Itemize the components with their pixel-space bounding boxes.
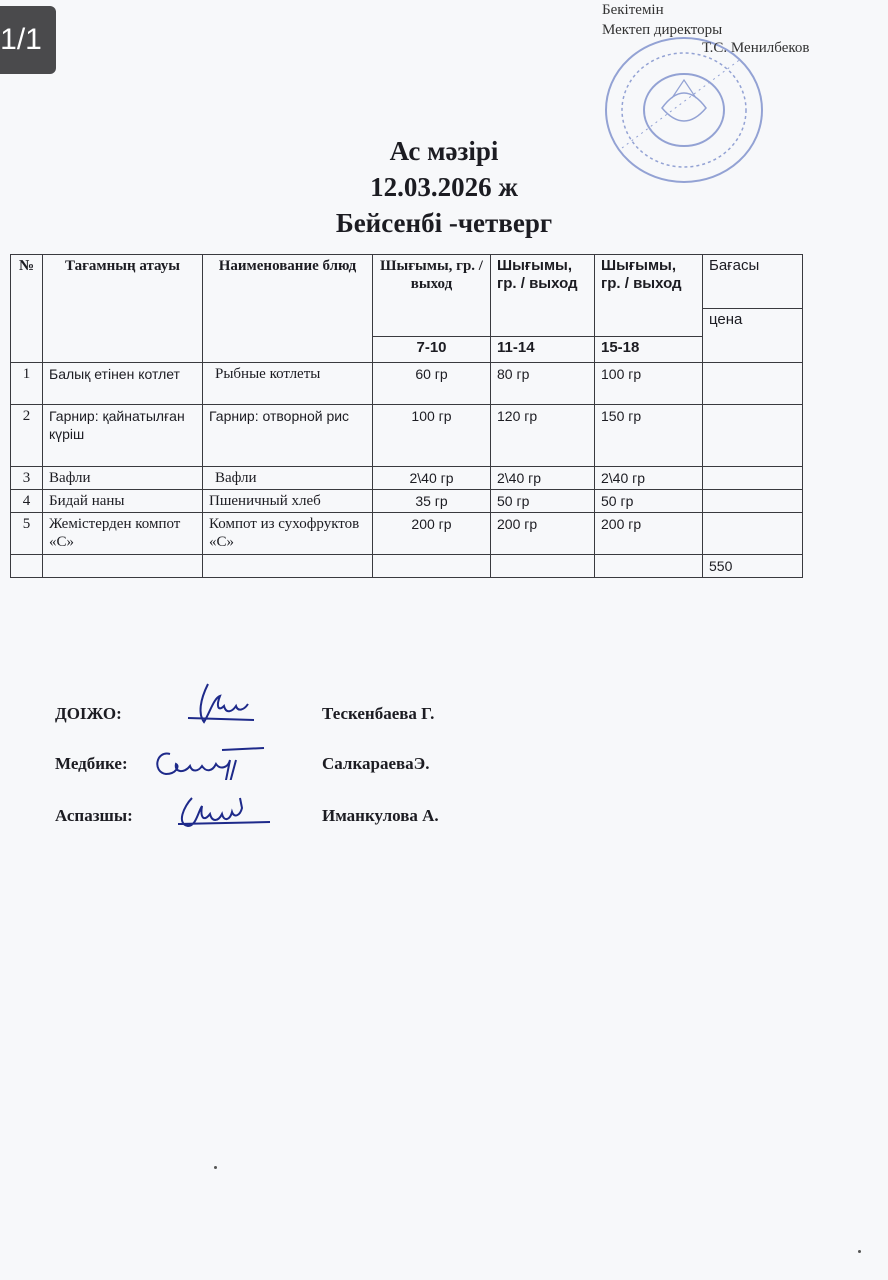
table-row xyxy=(11,513,803,555)
row-no: 4 xyxy=(11,490,43,513)
row-name-ru: Компот из сухофруктов «С» xyxy=(203,513,373,555)
row-name-ru: Рыбные котлеты xyxy=(203,363,373,405)
menu-table xyxy=(10,254,803,578)
col-header-name-ru: Наименование блюд xyxy=(203,255,373,363)
row-name-kz: Балық етінен котлет xyxy=(43,363,203,405)
speck xyxy=(858,1250,861,1253)
row-output-1: 60 гр xyxy=(373,363,491,405)
row-no: 2 xyxy=(11,405,43,467)
age-group-3: 15-18 xyxy=(595,337,703,363)
page-counter: 1/1 xyxy=(0,6,56,74)
signature-name-2: СалкараеваЭ. xyxy=(322,754,430,773)
approval-block xyxy=(602,0,810,56)
row-price xyxy=(703,467,803,490)
row-output-1: 200 гр xyxy=(373,513,491,555)
row-output-2: 2\40 гр xyxy=(491,467,595,490)
approval-line-1: Бекітемін xyxy=(602,2,664,18)
row-output-2: 80 гр xyxy=(491,363,595,405)
row-no: 1 xyxy=(11,363,43,405)
menu-date: 12.03.2026 ж xyxy=(370,172,518,202)
menu-day: Бейсенбі -четверг xyxy=(335,208,553,238)
handwritten-signature-3 xyxy=(176,794,272,832)
handwritten-signature-1 xyxy=(186,680,256,730)
row-price xyxy=(703,363,803,405)
row-name-ru: Гарнир: отворной рис xyxy=(203,405,373,467)
row-price xyxy=(703,490,803,513)
row-output-3: 200 гр xyxy=(595,513,703,555)
row-output-2: 50 гр xyxy=(491,490,595,513)
col-header-output-3: Шығымы, гр. / выход xyxy=(595,255,703,337)
table-row xyxy=(11,467,803,490)
age-group-2: 11-14 xyxy=(491,337,595,363)
row-output-3: 150 гр xyxy=(595,405,703,467)
approval-line-2: Мектеп директоры xyxy=(602,22,723,38)
row-price xyxy=(703,513,803,555)
col-header-price-ru: цена xyxy=(703,309,803,363)
table-row xyxy=(11,363,803,405)
row-output-2: 200 гр xyxy=(491,513,595,555)
age-group-1: 7-10 xyxy=(373,337,491,363)
row-output-1: 100 гр xyxy=(373,405,491,467)
total-price: 550 xyxy=(703,555,803,578)
approval-line-3: Т.С. Менилбеков xyxy=(702,40,810,56)
signature-name-1: Тескенбаева Г. xyxy=(322,704,435,723)
signature-role-1: ДОІЖО: xyxy=(55,704,122,723)
col-header-no: № xyxy=(11,255,43,363)
row-output-2: 120 гр xyxy=(491,405,595,467)
row-price xyxy=(703,405,803,467)
col-header-price-kz: Бағасы xyxy=(703,255,803,309)
handwritten-signature-2 xyxy=(152,742,266,780)
row-name-kz: Бидай наны xyxy=(43,490,203,513)
row-name-ru: Вафли xyxy=(203,467,373,490)
row-output-1: 2\40 гр xyxy=(373,467,491,490)
table-row xyxy=(11,490,803,513)
row-output-1: 35 гр xyxy=(373,490,491,513)
row-name-ru: Пшеничный хлеб xyxy=(203,490,373,513)
row-output-3: 100 гр xyxy=(595,363,703,405)
row-no: 3 xyxy=(11,467,43,490)
col-header-name-kz: Тағамның атауы xyxy=(43,255,203,363)
menu-title: Ас мәзірі xyxy=(389,136,499,166)
row-output-3: 2\40 гр xyxy=(595,467,703,490)
signature-name-3: Иманкулова А. xyxy=(322,806,439,825)
col-header-output-1: Шығымы, гр. / выход xyxy=(373,255,491,337)
speck xyxy=(214,1166,217,1169)
table-total-row xyxy=(11,555,803,578)
row-output-3: 50 гр xyxy=(595,490,703,513)
signature-role-3: Аспазшы: xyxy=(55,806,133,825)
signature-role-2: Медбике: xyxy=(55,754,128,773)
row-name-kz: Гарнир: қайнатылған күріш xyxy=(43,405,203,467)
row-no: 5 xyxy=(11,513,43,555)
col-header-output-2: Шығымы, гр. / выход xyxy=(491,255,595,337)
row-name-kz: Вафли xyxy=(43,467,203,490)
table-row xyxy=(11,405,803,467)
row-name-kz: Жемістерден компот «С» xyxy=(43,513,203,555)
